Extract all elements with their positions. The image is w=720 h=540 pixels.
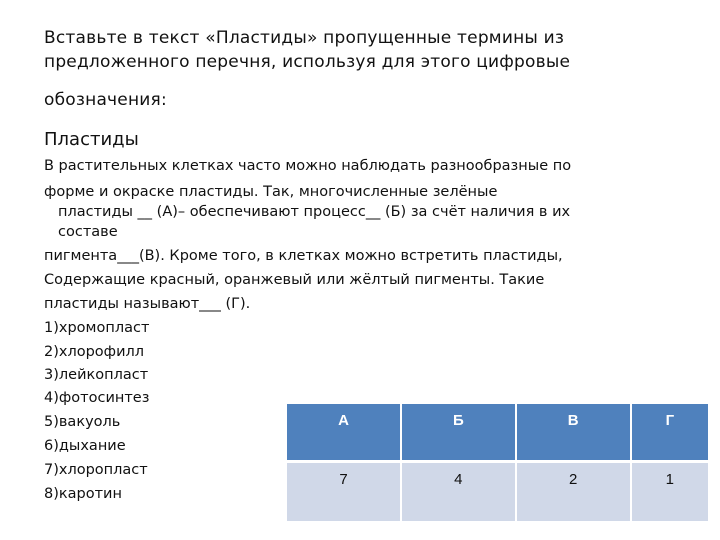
answer-table-header-row bbox=[287, 404, 708, 463]
option-item: 3)лейкопласт bbox=[44, 367, 149, 383]
option-item: 7)хлоропласт bbox=[44, 462, 148, 478]
answer-table-value-row bbox=[287, 463, 708, 521]
answer-table bbox=[287, 404, 708, 521]
answer-header-b: Б bbox=[402, 404, 517, 463]
option-item: 1)хромопласт bbox=[44, 320, 150, 336]
text-line: форме и окраске пластиды. Так, многочисленные зелёные bbox=[44, 184, 498, 200]
option-item: 5)вакуоль bbox=[44, 414, 121, 430]
text-line: пластиды __ (А)– обеспечивают процесс__ (Б) за счёт наличия в их bbox=[58, 204, 571, 220]
task-instruction bbox=[44, 26, 684, 112]
text-line: Содержащие красный, оранжевый или жёлтый пигменты. Такие bbox=[44, 272, 545, 288]
answer-header-v: В bbox=[517, 404, 632, 463]
answer-cell-b: 4 bbox=[402, 463, 517, 521]
answer-cell-a: 7 bbox=[287, 463, 402, 521]
text-line: пигмента___(В). Кроме того, в клетках можно встретить пластиды, bbox=[44, 248, 563, 264]
text-line: В растительных клетках часто можно наблюдать разнообразные по bbox=[44, 158, 572, 174]
task-line-3: обозначения: bbox=[44, 90, 167, 110]
text-line: составе bbox=[58, 224, 118, 240]
answer-cell-g: 1 bbox=[632, 463, 708, 521]
option-item: 4)фотосинтез bbox=[44, 390, 150, 406]
answer-header-a: А bbox=[287, 404, 402, 463]
answer-cell-v: 2 bbox=[517, 463, 632, 521]
answer-header-g: Г bbox=[632, 404, 708, 463]
option-item: 2)хлорофилл bbox=[44, 344, 145, 360]
task-line-1: Вставьте в текст «Пластиды» пропущенные термины из bbox=[44, 28, 565, 48]
option-item: 6)дыхание bbox=[44, 438, 126, 454]
option-item: 8)каротин bbox=[44, 486, 122, 502]
task-line-2: предложенного перечня, используя для этого цифровые bbox=[44, 52, 571, 72]
text-heading: Пластиды bbox=[44, 129, 139, 150]
text-line: пластиды называют___ (Г). bbox=[44, 296, 251, 312]
